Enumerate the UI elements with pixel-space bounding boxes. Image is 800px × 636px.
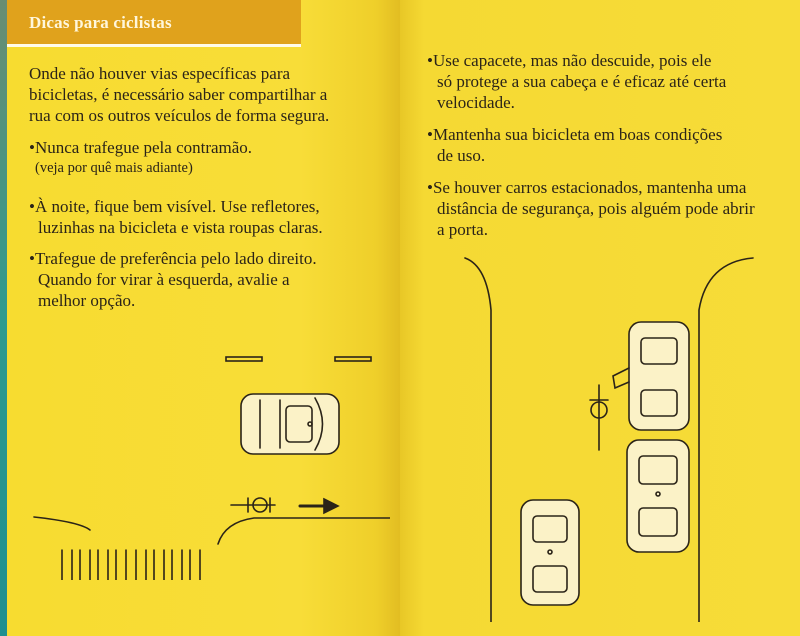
tip-3-line-1: •Trafegue de preferência pelo lado direito. xyxy=(29,249,317,268)
cover-edge-strip xyxy=(0,0,7,636)
street-crossing-illustration xyxy=(20,340,390,580)
car-icon xyxy=(241,394,339,454)
section-title: Dicas para ciclistas xyxy=(29,13,172,32)
intro-line-1: Onde não houver vias específicas para xyxy=(29,64,291,83)
tip-6-line-1: •Se houver carros estacionados, mantenha uma xyxy=(427,178,747,197)
cyclist-icon xyxy=(231,498,275,512)
cyclist-icon xyxy=(590,385,608,450)
tip-3-line-3: melhor opção. xyxy=(38,291,136,310)
header-underline xyxy=(7,44,301,47)
parked-cars-illustration xyxy=(455,250,775,622)
tip-3-line-2: Quando for virar à esquerda, avalie a xyxy=(38,270,290,289)
intro-line-2: bicicletas, é necessário saber compartilhar a xyxy=(29,85,328,104)
parked-car-icon xyxy=(627,440,689,552)
car-icon xyxy=(521,500,579,605)
parked-car-icon xyxy=(613,322,689,430)
direction-arrow-icon xyxy=(300,499,338,513)
tip-5-line-2: de uso. xyxy=(437,146,486,165)
intro-line-3: rua com os outros veículos de forma segura. xyxy=(29,106,330,125)
tip-6-line-3: a porta. xyxy=(437,220,488,239)
tip-2-line-1: •À noite, fique bem visível. Use refletores, xyxy=(29,197,320,216)
tip-5-line-1: •Mantenha sua bicicleta em boas condições xyxy=(427,125,723,144)
tip-4-line-2: só protege a sua cabeça e é eficaz até certa xyxy=(437,72,727,91)
tip-2-line-2: luzinhas na bicicleta e vista roupas claras. xyxy=(38,218,323,237)
tip-1-note: (veja por quê mais adiante) xyxy=(35,160,193,176)
tip-1-text: •Nunca trafegue pela contramão. xyxy=(29,138,253,157)
tip-4-line-1: •Use capacete, mas não descuide, pois ele xyxy=(427,51,712,70)
tip-4-line-3: velocidade. xyxy=(437,93,515,112)
tip-6-line-2: distância de segurança, pois alguém pode abrir xyxy=(437,199,755,218)
